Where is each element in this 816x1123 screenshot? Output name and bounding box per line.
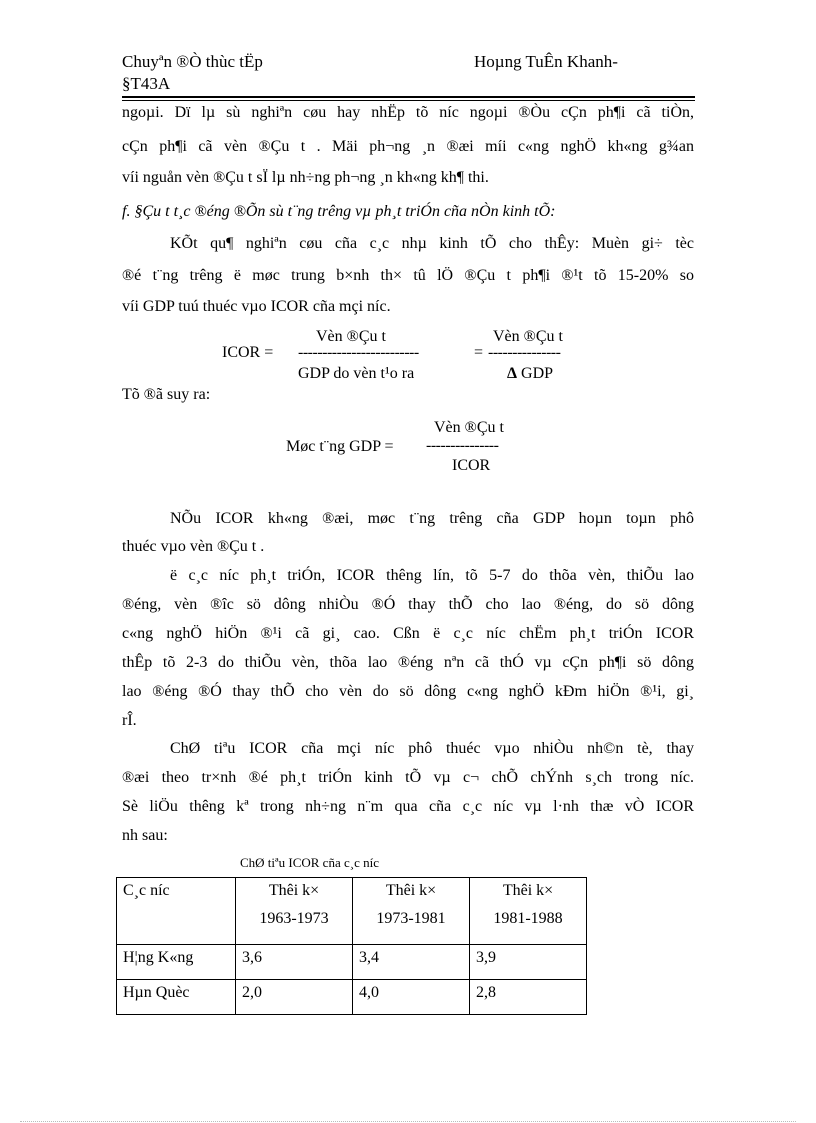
cell-value: 2,0 (236, 980, 353, 1015)
formula-icor-numerator: Vèn ®Çu t (316, 328, 386, 345)
header-period-label: Thêi k× (385, 882, 437, 899)
paragraph-line: ngoµi. Dï lµ sù nghiªn cøu hay nhËp tõ níc ngoµi ®Òu cÇn ph¶i cã tiÒn, (122, 104, 694, 121)
paragraph-line: Tõ ®ã suy ra: (122, 386, 211, 403)
paragraph-line: rÎ. (122, 712, 137, 729)
cell-country: H¦ng K«ng (117, 945, 236, 980)
cell-country: Hµn Quèc (117, 980, 236, 1015)
paragraph-line: cÇn ph¶i cã vèn ®Çu t . Mäi ph¬ng ¸n ®æi míi c«ng nghÖ kh«ng g¾an (122, 138, 694, 155)
paragraph-line: víi nguån vèn ®Çu t sÏ lµ nh÷ng ph¬ng ¸n kh«ng kh¶ thi. (122, 169, 489, 186)
header-left-title: Chuyªn ®Ò thùc tËp (122, 52, 263, 71)
table-row (117, 980, 587, 1015)
header-rule-thick (122, 96, 695, 98)
header-period-years: 1973-1981 (376, 910, 446, 927)
header-period-years: 1963-1973 (259, 910, 329, 927)
paragraph-line: víi GDP tuú thuéc vµo ICOR cña mçi níc. (122, 298, 391, 315)
cell-value: 3,6 (236, 945, 353, 980)
cell-value: 2,8 (470, 980, 587, 1015)
formula-icor-lhs: ICOR = (222, 344, 274, 361)
header-period-label: Thêi k× (268, 882, 320, 899)
page-bottom-divider (20, 1121, 796, 1122)
paragraph-line: nh sau: (122, 827, 168, 844)
formula-icor-equals: = (474, 344, 484, 361)
formula-icor-gdp: GDP (521, 365, 554, 382)
header-period-years: 1981-1988 (493, 910, 563, 927)
cell-value: 3,4 (353, 945, 470, 980)
paragraph-line: c«ng nghÖ hiÖn ®¹i cã gi¸ cao. Cßn ë c¸c níc chËm ph¸t triÓn ICOR (122, 625, 694, 642)
delta-symbol: Δ (507, 365, 518, 382)
formula-growth-lhs: Møc t¨ng GDP = (286, 438, 394, 455)
paragraph-line: KÕt qu¶ nghiªn cøu cña c¸c nhµ kinh tÕ cho thÊy: Muèn gi÷ tèc (170, 235, 694, 252)
paragraph-line: lao ®éng ®Ó thay thÕ cho vèn do sö dông c«ng nghÖ kÐm hiÖn ®¹i, gi¸ (122, 683, 694, 700)
formula-icor-fraction-bar: ------------------------- (298, 344, 419, 361)
icor-table (116, 877, 587, 1015)
header-period-label: Thêi k× (502, 882, 554, 899)
formula-growth-denominator: ICOR (452, 457, 491, 474)
header-left-class: §T43A (122, 74, 171, 93)
paragraph-line: thÊp tõ 2-3 do thiÕu vèn, thõa lao ®éng nªn cã thÓ vµ cÇn ph¶i sö dông (122, 654, 694, 671)
formula-icor-denominator-2 (507, 360, 553, 388)
header-country: C¸c níc (117, 878, 236, 945)
paragraph-line: ë c¸c níc ph¸t triÓn, ICOR thêng lín, tõ 5-7 do thõa vèn, thiÕu lao (170, 567, 694, 584)
paragraph-line: Sè liÖu thêng kª trong nh÷ng n¨m qua cña c¸c níc vµ l·nh thæ vÒ ICOR (122, 798, 694, 815)
header-period (353, 878, 470, 945)
header-right-author: Hoµng TuÊn Khanh- (474, 52, 618, 71)
section-heading: f. §Çu t t¸c ®éng ®Õn sù t¨ng trêng vµ ph¸t triÓn cña nÒn kinh tÕ: (122, 203, 556, 220)
header-period (236, 878, 353, 945)
cell-value: 3,9 (470, 945, 587, 980)
formula-icor-denominator: GDP do vèn t¹o ra (298, 365, 415, 382)
table-caption: ChØ tiªu ICOR cña c¸c níc (240, 855, 379, 870)
formula-icor-fraction-bar-2: --------------- (488, 344, 561, 361)
paragraph-line: ®æi theo tr×nh ®é ph¸t triÓn kinh tÕ vµ c¬ chÕ chÝnh s¸ch trong níc. (122, 769, 694, 786)
table-row (117, 945, 587, 980)
cell-value: 4,0 (353, 980, 470, 1015)
paragraph-line: thuéc vµo vèn ®Çu t . (122, 538, 265, 555)
table-header-row (117, 878, 587, 945)
paragraph-line: ®é t¨ng trêng ë møc trung b×nh th× tû lÖ ®Çu t ph¶i ®¹t tõ 15-20% so (122, 267, 694, 284)
header-period (470, 878, 587, 945)
formula-icor-numerator-2: Vèn ®Çu t (493, 328, 563, 345)
formula-growth-fraction-bar: --------------- (426, 437, 499, 454)
paragraph-line: ChØ tiªu ICOR cña mçi níc phô thuéc vµo nhiÒu nh©n tè, thay (170, 740, 694, 757)
paragraph-line: ®éng, vèn ®îc sö dông nhiÒu ®Ó thay thÕ cho lao ®éng, do sö dông (122, 596, 694, 613)
formula-growth-numerator: Vèn ®Çu t (434, 419, 504, 436)
paragraph-line: NÕu ICOR kh«ng ®æi, møc t¨ng trêng cña GDP hoµn toµn phô (170, 510, 694, 527)
